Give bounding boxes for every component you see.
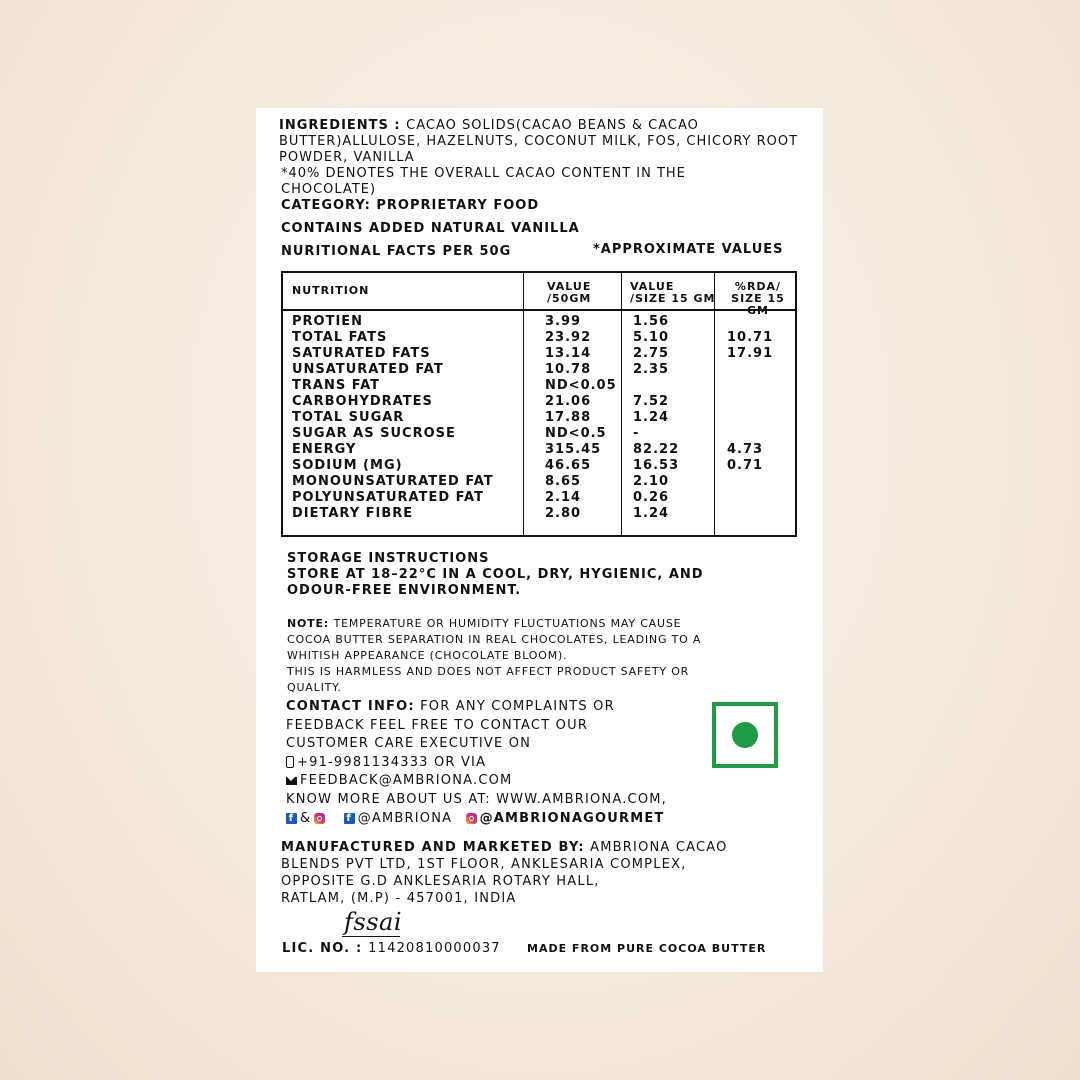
note-label: NOTE: [287,617,329,630]
social-handle-ambriona[interactable]: @AMBRIONA [357,810,453,826]
header-nutrition: NUTRITION [292,284,370,297]
contact-line: FOR ANY COMPLAINTS OR [420,699,615,714]
table-row: ENERGY 315.45 82.22 4.73 [292,442,764,457]
facts-heading: NURITIONAL FACTS PER 50G [281,244,512,259]
table-row: CARBOHYDRATES 21.06 7.52 [292,394,670,409]
email-address[interactable]: FEEDBACK@AMBRIONA.COM [300,773,513,789]
header-value-50g [547,281,591,305]
header-rda-line1: %RDA/ [734,280,782,293]
manufacturer-line: AMBRIONA CACAO [590,840,728,855]
table-row: PROTIEN 3.99 1.56 [292,314,670,329]
contains-line: CONTAINS ADDED NATURAL VANILLA [281,221,580,236]
contact-block [286,698,667,828]
note-line: COCOA BUTTER SEPARATION IN REAL CHOCOLATES, LEADING TO A [287,633,702,646]
header-value-15g [630,281,715,305]
header-rda [719,281,797,317]
ingredients-text: CACAO SOLIDS(CACAO BEANS & CACAO BUTTER)ALLULOSE, HAZELNUTS, COCONUT MILK, FOS, CHICORY ROOT POWDER, VANILLA [279,118,799,165]
header-value-50g-line1: VALUE [547,280,592,293]
fssai-logo: fssai [344,908,402,936]
table-row: TRANS FAT ND<0.05 [292,378,617,393]
pure-cocoa-butter-claim: MADE FROM PURE COCOA BUTTER [527,942,767,955]
license-label: LIC. NO. : [282,941,363,956]
header-value-50g-line2: /50GM [547,292,592,305]
note-line: QUALITY. [287,681,342,694]
social-handle-gourmet[interactable]: @AMBRIONAGOURMET [479,810,665,826]
table-row: SUGAR AS SUCROSE ND<0.5 - [292,426,640,441]
table-row: POLYUNSATURATED FAT 2.14 0.26 [292,490,670,505]
manufacturer-line: BLENDS PVT LTD, 1ST FLOOR, ANKLESARIA COMPLEX, [281,857,687,872]
contact-label: CONTACT INFO: [286,699,415,714]
table-row: MONOUNSATURATED FAT 8.65 2.10 [292,474,670,489]
storage-heading: STORAGE INSTRUCTIONS [287,551,490,566]
ingredients-block [279,118,799,166]
instagram-icon [466,813,477,824]
table-row: DIETARY FIBRE 2.80 1.24 [292,506,670,521]
veg-mark-icon [712,702,778,768]
nutrition-table [281,271,797,537]
phone-icon [286,756,294,768]
header-value-15g-line1: VALUE [630,280,675,293]
instagram-icon [314,813,325,824]
contact-line: FEEDBACK FEEL FREE TO CONTACT OUR [286,717,589,733]
approximate-values-note: *APPROXIMATE VALUES [593,242,784,257]
table-row: SATURATED FATS 13.14 2.75 17.91 [292,346,774,361]
license-number: 11420810000037 [368,941,501,956]
table-row: UNSATURATED FAT 10.78 2.35 [292,362,670,377]
note-line: TEMPERATURE OR HUMIDITY FLUCTUATIONS MAY CAUSE [333,617,682,630]
license-line [282,940,501,958]
cacao-content-note: *40% DENOTES THE OVERALL CACAO CONTENT IN THE CHOCOLATE) [281,166,686,197]
category-line: CATEGORY: PROPRIETARY FOOD [281,198,540,213]
storage-line1: STORE AT 18–22°C IN A COOL, DRY, HYGIENIC, AND [287,567,704,582]
manufacturer-line: RATLAM, (M.P) - 457001, INDIA [281,891,517,906]
nutrition-label-card [256,108,823,972]
contact-line: CUSTOMER CARE EXECUTIVE ON [286,736,532,752]
mail-icon [286,777,297,785]
manufacturer-label: MANUFACTURED AND MARKETED BY: [281,840,585,855]
social-amp: & [300,810,312,826]
table-body [283,314,795,522]
table-row: SODIUM (MG) 46.65 16.53 0.71 [292,458,764,473]
manufacturer-line: OPPOSITE G.D ANKLESARIA ROTARY HALL, [281,874,600,889]
note-line: WHITISH APPEARANCE (CHOCOLATE BLOOM). [287,649,568,662]
table-row: TOTAL SUGAR 17.88 1.24 [292,410,670,425]
header-value-15g-line2: /SIZE 15 GM [630,292,716,305]
table-row: TOTAL FATS 23.92 5.10 10.71 [292,330,774,345]
facebook-icon: f [344,813,355,824]
phone-number[interactable]: +91-9981134333 OR VIA [297,754,487,770]
header-rda-line2: SIZE 15 GM [731,292,785,317]
ingredients-heading: INGREDIENTS : [279,118,401,133]
website-line[interactable]: KNOW MORE ABOUT US AT: WWW.AMBRIONA.COM, [286,791,668,807]
storage-line2: ODOUR-FREE ENVIRONMENT. [287,583,522,598]
facebook-icon: f [286,813,297,824]
manufacturer-block [281,839,728,907]
veg-dot [732,722,758,748]
note-line: THIS IS HARMLESS AND DOES NOT AFFECT PRODUCT SAFETY OR [287,665,690,678]
bloom-note [287,616,701,696]
fssai-underline [342,936,400,937]
